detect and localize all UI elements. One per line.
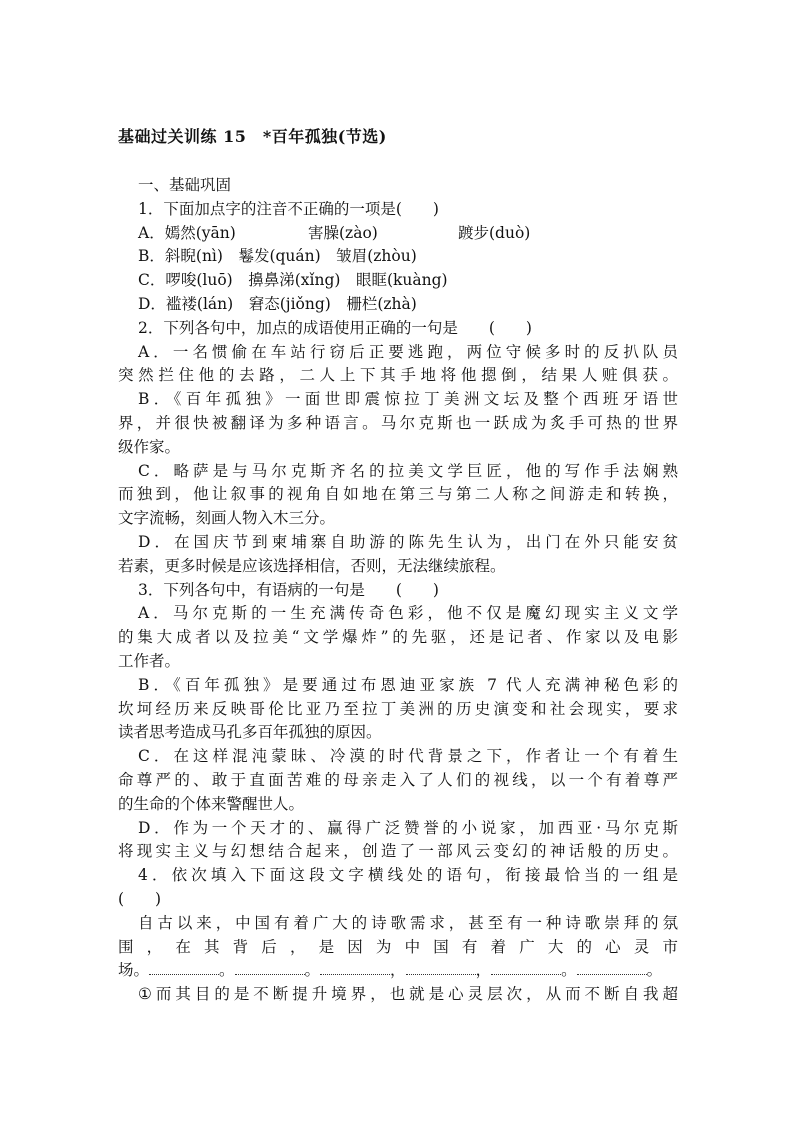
question-2-option-c-line: 文字流畅，刻画人物入木三分。	[118, 509, 336, 528]
question-2-option-c-line: 而独到，他让叙事的视角自如地在第三与第二人称之间游走和转换，	[118, 485, 678, 504]
question-3-option-b-line: B．《百年孤独》是要通过布恩迪亚家族 7 代人充满神秘色彩的	[138, 675, 678, 694]
question-3-stem: 3．下列各句中，有语病的一句是 ( )	[138, 580, 439, 599]
question-3-option-c-line: C．在这样混沌蒙昧、冷漠的时代背景之下，作者让一个有着生	[138, 747, 678, 766]
blank-separator: 。	[304, 961, 321, 980]
question-2-stem: 2．下列各句中，加点的成语使用正确的一句是 ( )	[138, 318, 532, 337]
question-2-option-d-line: D．在国庆节到柬埔寨自助游的陈先生认为，出门在外只能安贫	[138, 532, 678, 551]
option-cell: 擤鼻涕(xǐng)	[248, 271, 341, 290]
question-body	[118, 174, 678, 1007]
blank-separator: ，	[475, 961, 492, 980]
question-1-option-a	[118, 222, 678, 246]
blank-separator: 。	[561, 961, 577, 980]
option-cell: 窘态(jiǒng)	[248, 294, 331, 313]
option-cell: 栅栏(zhà)	[346, 294, 417, 313]
question-3-option-d-line: 将现实主义与幻想结合起来，创造了一部风云变幻的神话般的历史。	[118, 842, 678, 861]
option-cell: C．啰唆(luō)	[138, 271, 233, 290]
fill-blank[interactable]	[235, 960, 305, 975]
question-4-passage-line: 自古以来，中国有着广大的诗歌需求，甚至有一种诗歌崇拜的氛	[138, 913, 678, 932]
question-2-option-d-line: 若素，更多时候是应该选择相信，否则，无法继续旅程。	[118, 556, 506, 575]
question-4-stem: 4．依次填入下面这段文字横线处的语句，衔接最恰当的一组是	[138, 866, 678, 885]
blank-separator: 。	[646, 961, 663, 980]
question-4-bracket: ( )	[118, 889, 162, 908]
section-heading: 一、基础巩固	[138, 176, 232, 194]
question-1-stem: 1．下面加点字的注音不正确的一项是( )	[138, 199, 439, 218]
question-3-option-c-line: 的生命的个体来警醒世人。	[118, 794, 305, 813]
question-2-option-b-line: 界，并很快被翻译为多种语言。马尔克斯也一跃成为炙手可热的世界	[118, 413, 678, 432]
question-3-option-c-line: 命尊严的、敢于直面苦难的母亲走入了人们的视线，以一个有着尊严	[118, 770, 678, 789]
page-title: 基础过关训练 15 *百年孤独(节选)	[118, 127, 387, 146]
fill-blank[interactable]	[320, 960, 390, 975]
option-cell: 皱眉(zhòu)	[336, 247, 417, 266]
question-1-option-c	[118, 269, 678, 293]
passage-text: 场。	[118, 961, 150, 980]
question-2-option-a-line: 突然拦住他的去路，二人上下其手地将他摁倒，结果人赃俱获。	[118, 366, 678, 385]
fill-blank[interactable]	[577, 960, 647, 975]
question-4-blanks-line	[118, 959, 678, 983]
option-cell: 踱步(duò)	[458, 223, 531, 242]
option-cell: 眼眶(kuàng)	[355, 271, 448, 290]
question-2-option-a-line: A．一名惯偷在车站行窃后正要逃跑，两位守候多时的反扒队员	[138, 342, 678, 361]
fill-blank[interactable]	[149, 960, 219, 975]
option-cell: 害臊(zào)	[308, 223, 378, 242]
question-3-option-a-line: 工作者。	[118, 651, 181, 670]
option-cell: B．斜睨(nì)	[138, 247, 223, 266]
question-2-option-c-line: C．略萨是与马尔克斯齐名的拉美文学巨匠，他的写作手法娴熟	[138, 461, 678, 480]
question-2-option-b-line: 级作家。	[118, 437, 181, 456]
fill-blank[interactable]	[406, 960, 476, 975]
question-3-option-b-line: 坎坷经历来反映哥伦比亚乃至拉丁美洲的历史演变和社会现实，要求	[118, 699, 678, 718]
blank-separator: 。	[219, 961, 235, 980]
question-1-option-b	[118, 245, 678, 269]
question-3-option-a-line: 的集大成者以及拉美“文学爆炸”的先驱，还是记者、作家以及电影	[118, 628, 678, 647]
option-cell: A．嫣然(yān)	[138, 223, 236, 242]
blank-separator: ，	[390, 961, 406, 980]
question-1-option-d	[118, 293, 678, 317]
option-cell: 鬈发(quán)	[238, 247, 321, 266]
question-3-option-a-line: A．马尔克斯的一生充满传奇色彩，他不仅是魔幻现实主义文学	[138, 604, 678, 623]
question-3-option-d-line: D．作为一个天才的、赢得广泛赞誉的小说家，加西亚·马尔克斯	[138, 818, 678, 837]
question-4-item-1: ①而其目的是不断提升境界，也就是心灵层次，从而不断自我超	[138, 985, 678, 1004]
question-4-passage-line: 围，在其背后，是因为中国有着广大的心灵市	[118, 937, 678, 956]
fill-blank[interactable]	[491, 960, 561, 975]
question-2-option-b-line: B．《百年孤独》一面世即震惊拉丁美洲文坛及整个西班牙语世	[138, 390, 678, 409]
option-cell: D．褴褛(lán)	[138, 294, 234, 313]
question-3-option-b-line: 读者思考造成马孔多百年孤独的原因。	[118, 723, 382, 742]
